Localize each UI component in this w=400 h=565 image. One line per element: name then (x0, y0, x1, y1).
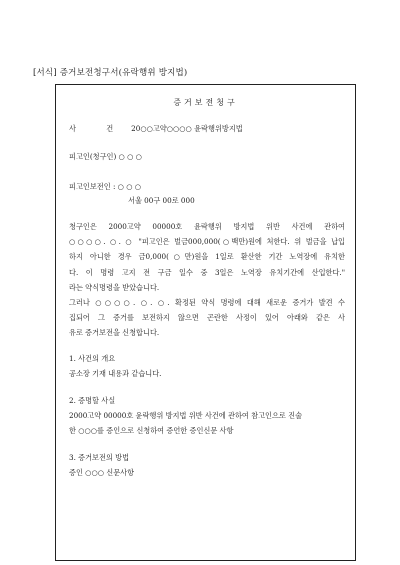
body-paragraph (69, 219, 345, 341)
section-line: 증인 ○○○ 신문사항 (69, 468, 135, 478)
section-line: 한 ○○○를 증인으로 신청하여 증언한 증인신문 사항 (69, 426, 234, 436)
section-preservation-method (69, 450, 134, 480)
case-row (69, 125, 243, 132)
form-label: [서식] 증거보전청구서(유락행위 방지법) (33, 68, 188, 78)
defense-counsel-address: 서울 00구 00로 000 (128, 196, 195, 205)
defense-counsel-line: 피고인보전인 : ○ ○ ○ (69, 182, 142, 191)
body-line: 청구인은 2000고약 00000호 윤락행위 방지법 위반 사건에 관하여 (69, 222, 345, 231)
section-heading: 3. 증거보전의 방법 (69, 453, 130, 462)
body-line: 유로 증거보전을 신청합니다. (69, 328, 160, 338)
body-line: ○○○○. ○. ○ "피고인은 벌금000,000(○백만)원에 처한다. 위 벌금을 납입 (69, 237, 345, 247)
body-line: 다. 이 명령 고지 전 구금 일수 중 3일은 노역장 유치기간에 산입한다." (69, 267, 345, 277)
section-facts-to-prove (69, 393, 345, 439)
section-heading: 1. 사건의 개요 (69, 354, 116, 363)
defendant-line: 피고인(청구인) ○ ○ ○ (69, 152, 142, 161)
case-label: 사 건 (69, 124, 128, 133)
section-line: 공소장 기재 내용과 같습니다. (69, 369, 162, 379)
body-line: 그러나 ○○○○. ○. ○. 확정된 약식 명령에 대해 새로운 증거가 발견 수 (69, 298, 345, 308)
section-case-overview (69, 351, 161, 381)
section-heading: 2. 증명할 사실 (69, 396, 116, 405)
body-line: 라는 약식명령을 받았습니다. (69, 282, 160, 292)
body-line: 하지 아니한 경우 금0,000(○만)원을 1일로 환산한 기간 노역장에 유치한 (69, 252, 345, 262)
section-line: 2000고약 00000호 윤락행위 방지법 위반 사건에 관하여 참고인으로 진술 (69, 411, 303, 421)
document-box (55, 84, 356, 561)
document-title: 증거보전청구 (173, 98, 238, 107)
body-line: 집되어 그 증거를 보전하지 않으면 곤란한 사정이 있어 아래와 같은 사 (69, 313, 345, 323)
case-value: 20○○고약○○○○ 윤락행위방지법 (131, 124, 243, 133)
